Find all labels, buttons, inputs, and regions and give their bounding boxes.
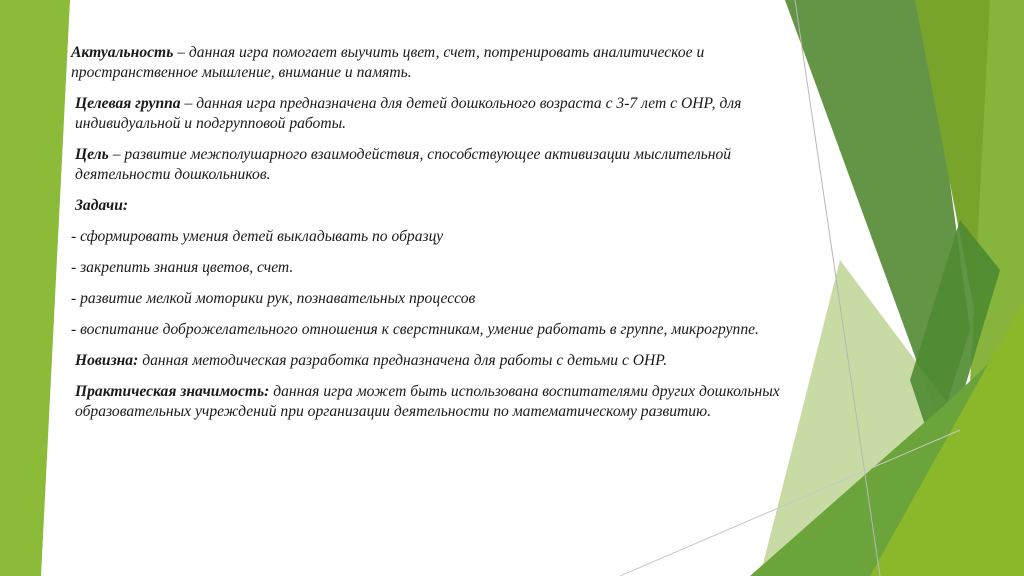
task-item [71, 320, 821, 340]
slide-body [71, 43, 821, 433]
task-text: - сформировать умения детей выкладывать по образцу [71, 228, 444, 245]
task-item [71, 289, 821, 309]
text-relevance: – данная игра помогает выучить цвет, счет, потренировать аналитическое и пространственное мышление, внимание и память. [71, 44, 705, 81]
paragraph-goal [71, 145, 821, 185]
label-tasks: Задачи: [75, 197, 129, 214]
label-relevance: Актуальность [71, 44, 174, 61]
label-practical-significance: Практическая значимость: [75, 383, 270, 400]
task-text: - развитие мелкой моторики рук, познавательных процессов [71, 290, 476, 307]
label-goal: Цель [75, 146, 109, 163]
paragraph-target-group [71, 94, 821, 134]
task-text: - закрепить знания цветов, счет. [71, 259, 294, 276]
text-goal: – развитие межполушарного взаимодействия, способствующее активизации мыслительной деятельности дошкольников. [75, 146, 732, 183]
paragraph-novelty [71, 351, 821, 371]
task-item [71, 258, 821, 278]
paragraph-practical-significance [71, 382, 821, 422]
paragraph-relevance [71, 43, 821, 83]
text-novelty: данная методическая разработка предназначена для работы с детьми с ОНР. [138, 352, 668, 369]
label-target-group: Целевая группа [75, 95, 181, 112]
task-text: - воспитание доброжелательного отношения к сверстникам, умение работать в группе, микрогруппе. [71, 321, 759, 338]
text-target-group: – данная игра предназначена для детей дошкольного возраста с 3-7 лет с ОНР, для индивидуальной и подгрупповой работы. [75, 95, 742, 132]
paragraph-tasks-heading [71, 196, 821, 216]
label-novelty: Новизна: [75, 352, 139, 369]
left-green-strip [0, 0, 70, 576]
text-practical-significance: данная игра может быть использована воспитателями других дошкольных образовательных учреждений при организации деятельности по математическому развитию. [75, 383, 780, 420]
task-item [71, 227, 821, 247]
